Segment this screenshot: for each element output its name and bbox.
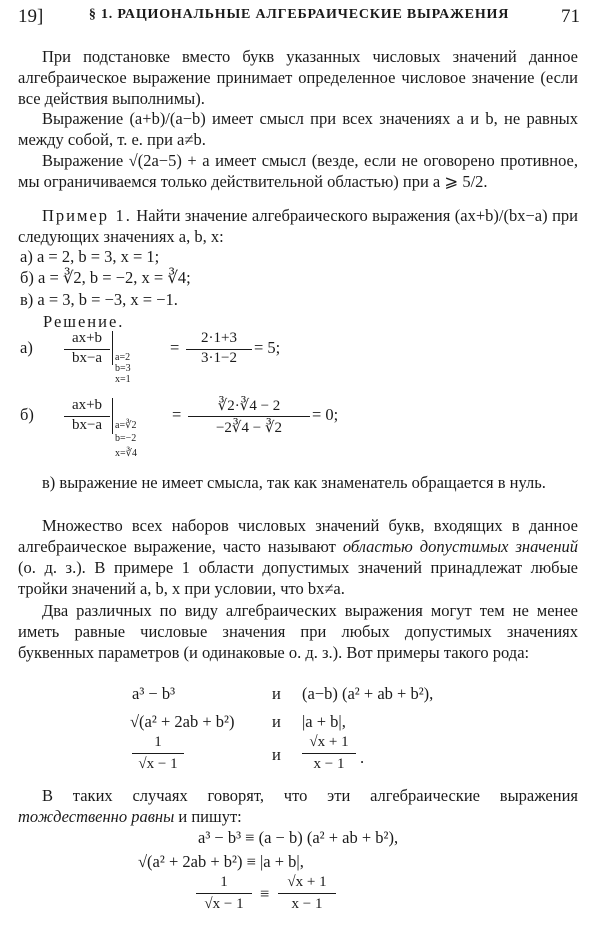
pair-3-right-numerator: √x + 1 [309,734,349,750]
solution-b-cond-a: a=∛2 [115,420,137,431]
running-header [18,6,580,32]
term-domain: областью допустимых значений [342,537,578,556]
solution-b-result: = 0; [312,405,339,424]
case-c: в) a = 3, b = −3, x = −1. [20,290,178,309]
case-a: а) a = 2, b = 3, x = 1; [20,247,160,266]
solution-a-numerator: ax+b [71,330,103,346]
paragraph-equal-values: Два различных по виду алгебраических выражения могут тем не менее иметь равные числовые значения при любых допустимых значениях буквенных параметров (и одинаковые о. д. з.). Вот примеры такого рода: [18,601,578,662]
solution-a-label: а) [20,338,33,357]
section-marker: 19] [18,6,44,27]
example-statement [18,205,578,247]
example-title: Пример 1. [42,206,132,225]
pair-3-left-numerator: 1 [154,734,162,750]
pair-3-right-denominator: x − 1 [313,756,345,772]
case-b: б) a = ∛2, b = −2, x = ∛4; [20,268,191,287]
solution-b-result-numerator: ∛2·∛4 − 2 [217,398,281,414]
solution-b-result-denominator: −2∛4 − ∛2 [215,420,283,436]
solution-a-cond-b: b=3 [115,363,131,374]
paragraph-substitution: При подстановке вместо букв указанных числовых значений данное алгебраическое выражение принимает определенное числовое значение (если все действия выполнимы). [18,47,578,108]
identity-1: a³ − b³ ≡ (a − b) (a² + ab + b²), [198,828,399,847]
solution-b-numerator: ax+b [71,397,103,413]
page-number: 71 [561,6,580,27]
solution-a-result: = 5; [254,338,281,357]
solution-title: Решение. [43,312,125,331]
identity-3-left-numerator: 1 [220,874,228,890]
identity-2: √(a² + 2ab + b²) ≡ |a + b|, [138,852,304,871]
solution-a-result-numerator: 2·1+3 [201,330,237,346]
paragraph-domain-definition: Множество всех наборов числовых значений букв, входящих в данное алгебраическое выражение, часто называют областью допустимых значений (о. д. з.). В примере 1 области допустимых значений принадлежат любые тройки значений a, b, x при условии, что bx≠a. [18,516,578,598]
solution-b-label: б) [20,405,34,424]
pair-2-right: |a + b|, [302,712,346,731]
pair-3-left-denominator: √x − 1 [138,756,178,772]
chapter-title: § 1. РАЦИОНАЛЬНЫЕ АЛГЕБРАИЧЕСКИЕ ВЫРАЖЕНИЯ [88,7,510,22]
solution-c: в) выражение не имеет смысла, так как знаменатель обращается в нуль. [42,473,546,492]
book-page: 19] § 1. РАЦИОНАЛЬНЫЕ АЛГЕБРАИЧЕСКИЕ ВЫРАЖЕНИЯ 71 При подстановке вместо букв указанных числовых значений данное алгебраическое выражение принимает определенное числовое значение (если все действия выполнимы). Выражение (a+b)/(a−b) имеет смысл при всех значениях a и b, не равных между собой, т. е. при a≠b. Выражение √(2a−5) + a имеет смысл (везде, если не оговорено противное, мы ограничиваемся только действительной областью) при a ⩾ 5/2. Пример 1. Найти значение алгебраического выражения (ax+b)/(bx−a) при следующих значениях a, b, x: а) a = 2, b = 3, x = 1; б) a = ∛2, b = −2, x = ∛4; в) a = 3, b = −3, x = −1. Решение. а) ax+b bx−a a=2 b=3 x=1 = 2·1+3 3·1−2 = 5; б) ax+b bx−a a=∛2 b=−2 x=∛4 = ∛2·∛4 − 2 −2∛4 − ∛2 = 0; в) выражение не имеет смысла, так как знаменатель обращается в нуль. Множество всех наборов числовых значений букв, входящих в данное алгебраическое выражение, часто называют областью допустимых значений (о. д. з.). В примере 1 области допустимых значений принадлежат любые тройки значений a, b, x при условии, что bx≠a. Два различных по виду алгебраических выражения могут тем не менее иметь равные числовые значения при любых допустимых значениях буквенных параметров (и одинаковые о. д. з.). Вот примеры такого рода: a³ − b³ и (a−b) (a² + ab + b²), √(a² + 2ab + b²) и |a + b|, 1 √x − 1 и √x + 1 x − 1 . В таких случаях говорят, что эти алгебраические выражения тождественно равны и пишут: a³ − b³ ≡ (a − b) (a² + ab + b²), √(a² + 2ab + b²) ≡ |a + b|, 1 √x − 1 ≡ √x + 1 x − 1 [18,6,580,912]
paragraph-fraction-domain: Выражение (a+b)/(a−b) имеет смысл при всех значениях a и b, не равных между собой, т. е. при a≠b. [18,109,578,149]
solution-b-cond-x: x=∛4 [115,448,138,459]
identity-3-right-denominator: x − 1 [291,896,323,912]
term-identically-equal: тождественно равны [18,807,175,826]
pair-1-right: (a−b) (a² + ab + b²), [302,684,434,703]
paragraph-root-domain: Выражение √(2a−5) + a имеет смысл (везде, если не оговорено противное, мы ограничиваемся только действительной областью) при a ⩾ 5/2. [18,151,578,191]
solution-b-denominator: bx−a [71,417,103,433]
solution-a-cond-x: x=1 [115,374,131,385]
solution-b-cond-b: b=−2 [115,433,137,444]
paragraph-identity: В таких случаях говорят, что эти алгебраические выражения тождественно равны и пишут: [18,786,578,826]
pair-1-left: a³ − b³ [132,684,176,703]
example-text: Найти значение алгебраического выражения (ax+b)/(bx−a) при следующих значениях a, b, x: [18,206,578,246]
pair-2-left: √(a² + 2ab + b²) [130,712,235,731]
identity-3-right-numerator: √x + 1 [287,874,327,890]
solution-a-cond-a: a=2 [115,352,131,363]
solution-a-denominator: bx−a [71,350,103,366]
solution-a-result-denominator: 3·1−2 [201,350,237,366]
identity-3-left-denominator: √x − 1 [204,896,244,912]
